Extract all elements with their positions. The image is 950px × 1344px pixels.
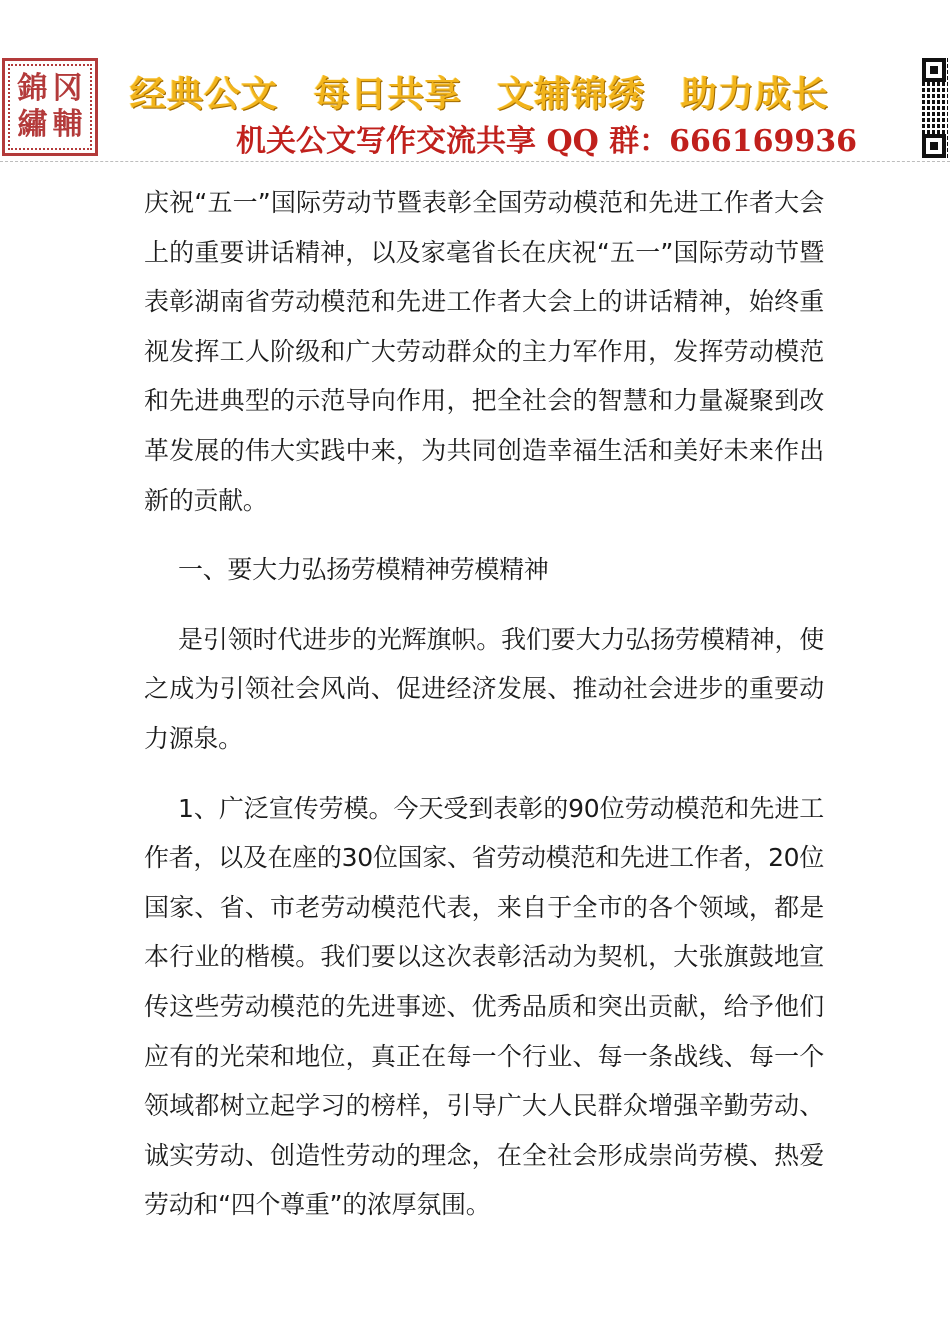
paragraph: 庆祝“五一”国际劳动节暨表彰全国劳动模范和先进工作者大会上的重要讲话精神，以及家毫省长在庆祝“五一”国际劳动节暨表彰湖南省劳动模范和先进工作者大会上的讲话精神，始终重视发挥工人阶级和广大劳动群众的主力军作用，发挥劳动模范和先进典型的示范导向作用，把全社会的智慧和力量凝聚到改革发展的伟大实践中来，为共同创造幸福生活和美好未来作出新的贡献。	[144, 188, 824, 515]
paragraph: 1、广泛宣传劳模。今天受到表彰的90位劳动模范和先进工作者，以及在座的30位国家、省劳动模范和先进工作者，20位国家、省、市老劳动模范代表，来自于全市的各个领域，都是本行业的楷模。我们要以这次表彰活动为契机，大张旗鼓地宣传这些劳动模范的先进事迹、优秀品质和突出贡献，给予他们应有的光荣和地位，真正在每一个行业、每一条战线、每一个领域都树立起学习的榜样，引导广大人民群众增强辛勤劳动、诚实劳动、创造性劳动的理念，在全社会形成崇尚劳模、热爱劳动和“四个尊重”的浓厚氛围。	[144, 793, 824, 1220]
seal-logo	[2, 58, 98, 156]
paragraph: 是引领时代进步的光辉旗帜。我们要大力弘扬劳模精神，使之成为引领社会风尚、促进经济发展、推动社会进步的重要动力源泉。	[144, 624, 824, 753]
qq-group-line: 机关公文写作交流共享 QQ 群：666169936	[236, 124, 858, 159]
seal-char: 繡	[17, 107, 48, 142]
slogan-part: 助力成长	[680, 73, 829, 115]
document-header	[0, 0, 950, 162]
qr-finder-icon	[922, 134, 946, 158]
qr-finder-icon	[922, 58, 946, 82]
header-slogan	[130, 66, 910, 117]
slogan-part: 文辅锦绣	[497, 73, 646, 115]
seal-char: 輔	[52, 107, 83, 142]
document-body	[144, 178, 824, 1230]
section-heading: 一、要大力弘扬劳模精神劳模精神	[178, 555, 549, 585]
slogan-part: 每日共享	[313, 73, 462, 115]
seal-char: 冈	[52, 71, 83, 106]
seal-char: 錦	[17, 71, 48, 106]
slogan-part: 经典公文	[130, 73, 279, 115]
